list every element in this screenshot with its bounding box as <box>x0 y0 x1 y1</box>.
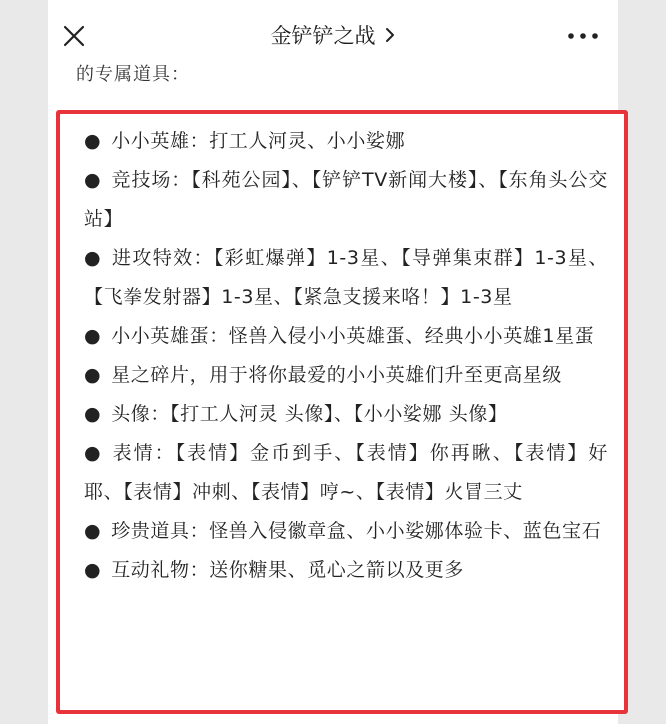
list-item <box>84 395 608 434</box>
clipped-text-line <box>76 58 576 88</box>
list-item-text: 星之碎片，用于将你最爱的小小英雄们升至更高星级 <box>111 364 562 386</box>
list-item <box>84 356 608 395</box>
clipped-text: 的专属道具： <box>76 64 190 85</box>
reward-list <box>84 122 608 590</box>
bullet-icon: ● <box>84 325 102 347</box>
list-item-text: 进攻特效：【彩虹爆弹】1-3星、【导弹集束群】1-3星、【飞拳发射器】1-3星、【紧急支援来咯！】1-3星 <box>84 247 608 308</box>
list-item <box>84 161 608 239</box>
bullet-icon: ● <box>84 559 102 581</box>
list-item-text: 互动礼物：送你糖果、觅心之箭以及更多 <box>111 559 464 581</box>
bullet-icon: ● <box>84 403 102 425</box>
list-item-text: 小小英雄蛋：怪兽入侵小小英雄蛋、经典小小英雄1星蛋 <box>111 325 595 347</box>
list-item-text: 头像：【打工人河灵 头像】、【小小娑娜 头像】 <box>111 403 508 425</box>
bullet-icon: ● <box>84 247 102 269</box>
list-item <box>84 317 608 356</box>
list-item <box>84 512 608 551</box>
list-item-text: 小小英雄：打工人河灵、小小娑娜 <box>111 130 406 152</box>
page-title-text: 金铲铲之战 <box>270 24 376 48</box>
bullet-icon: ● <box>84 520 102 542</box>
more-icon[interactable] <box>566 26 600 46</box>
list-item-text: 表情：【表情】金币到手、【表情】你再瞅、【表情】好耶、【表情】冲刺、【表情】哼~、【表情】火冒三丈 <box>84 442 608 503</box>
list-item <box>84 122 608 161</box>
close-icon[interactable] <box>58 20 90 52</box>
list-item <box>84 434 608 512</box>
chevron-right-icon <box>384 27 396 43</box>
list-item <box>84 239 608 317</box>
list-item-text: 珍贵道具：怪兽入侵徽章盒、小小娑娜体验卡、蓝色宝石 <box>111 520 602 542</box>
bullet-icon: ● <box>84 130 102 152</box>
bullet-icon: ● <box>84 364 102 386</box>
highlighted-reward-list <box>56 110 628 714</box>
bullet-icon: ● <box>84 169 102 191</box>
page-title[interactable] <box>271 20 396 50</box>
bullet-icon: ● <box>84 442 103 464</box>
list-item-text: 竞技场：【科苑公园】、【铲铲TV新闻大楼】、【东角头公交站】 <box>84 169 608 230</box>
list-item <box>84 551 608 590</box>
